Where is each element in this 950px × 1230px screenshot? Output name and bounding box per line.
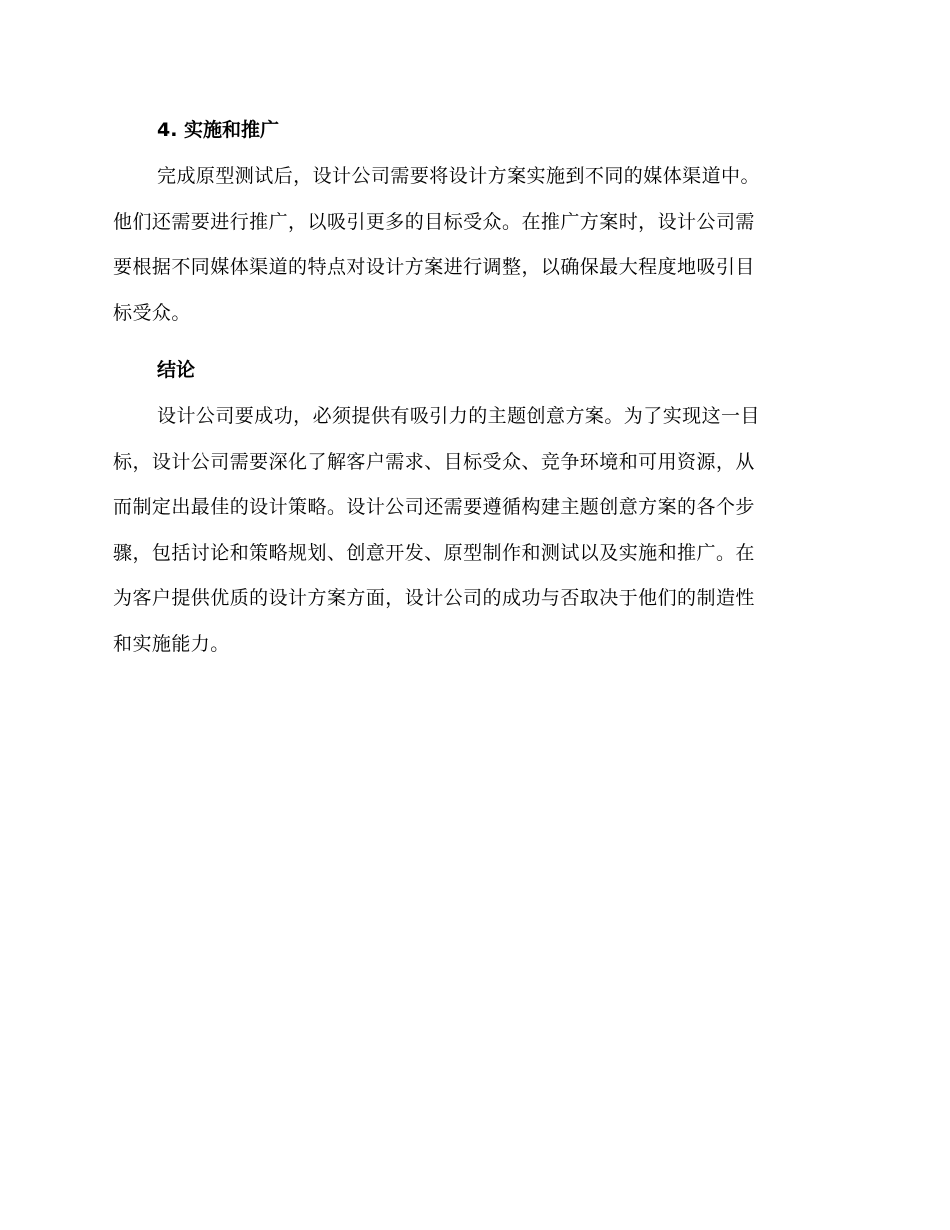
paragraph-line: 要根据不同媒体渠道的特点对设计方案进行调整，以确保最大程度地吸引目 bbox=[113, 256, 755, 278]
paragraph-line: 完成原型测试后，设计公司需要将设计方案实施到不同的媒体渠道中。 bbox=[157, 165, 760, 187]
conclusion-paragraph bbox=[113, 394, 833, 667]
section-heading: 4. 实施和推广 bbox=[157, 119, 280, 141]
paragraph-line: 而制定出最佳的设计策略。设计公司还需要遵循构建主题创意方案的各个步 bbox=[113, 496, 755, 518]
paragraph-line: 为客户提供优质的设计方案方面，设计公司的成功与否取决于他们的制造性 bbox=[113, 587, 755, 609]
conclusion-heading: 结论 bbox=[157, 359, 196, 381]
paragraph-line: 标受众。 bbox=[113, 301, 191, 324]
paragraph-line: 和实施能力。 bbox=[113, 632, 230, 655]
paragraph-line: 骤，包括讨论和策略规划、创意开发、原型制作和测试以及实施和推广。在 bbox=[113, 541, 755, 564]
paragraph-line: 设计公司要成功，必须提供有吸引力的主题创意方案。为了实现这一目 bbox=[157, 405, 760, 427]
paragraph-line: 他们还需要进行推广，以吸引更多的目标受众。在推广方案时，设计公司需 bbox=[113, 210, 755, 233]
section-paragraph bbox=[113, 154, 833, 336]
document-page bbox=[113, 108, 833, 679]
paragraph-line: 标，设计公司需要深化了解客户需求、目标受众、竞争环境和可用资源，从 bbox=[113, 450, 755, 473]
